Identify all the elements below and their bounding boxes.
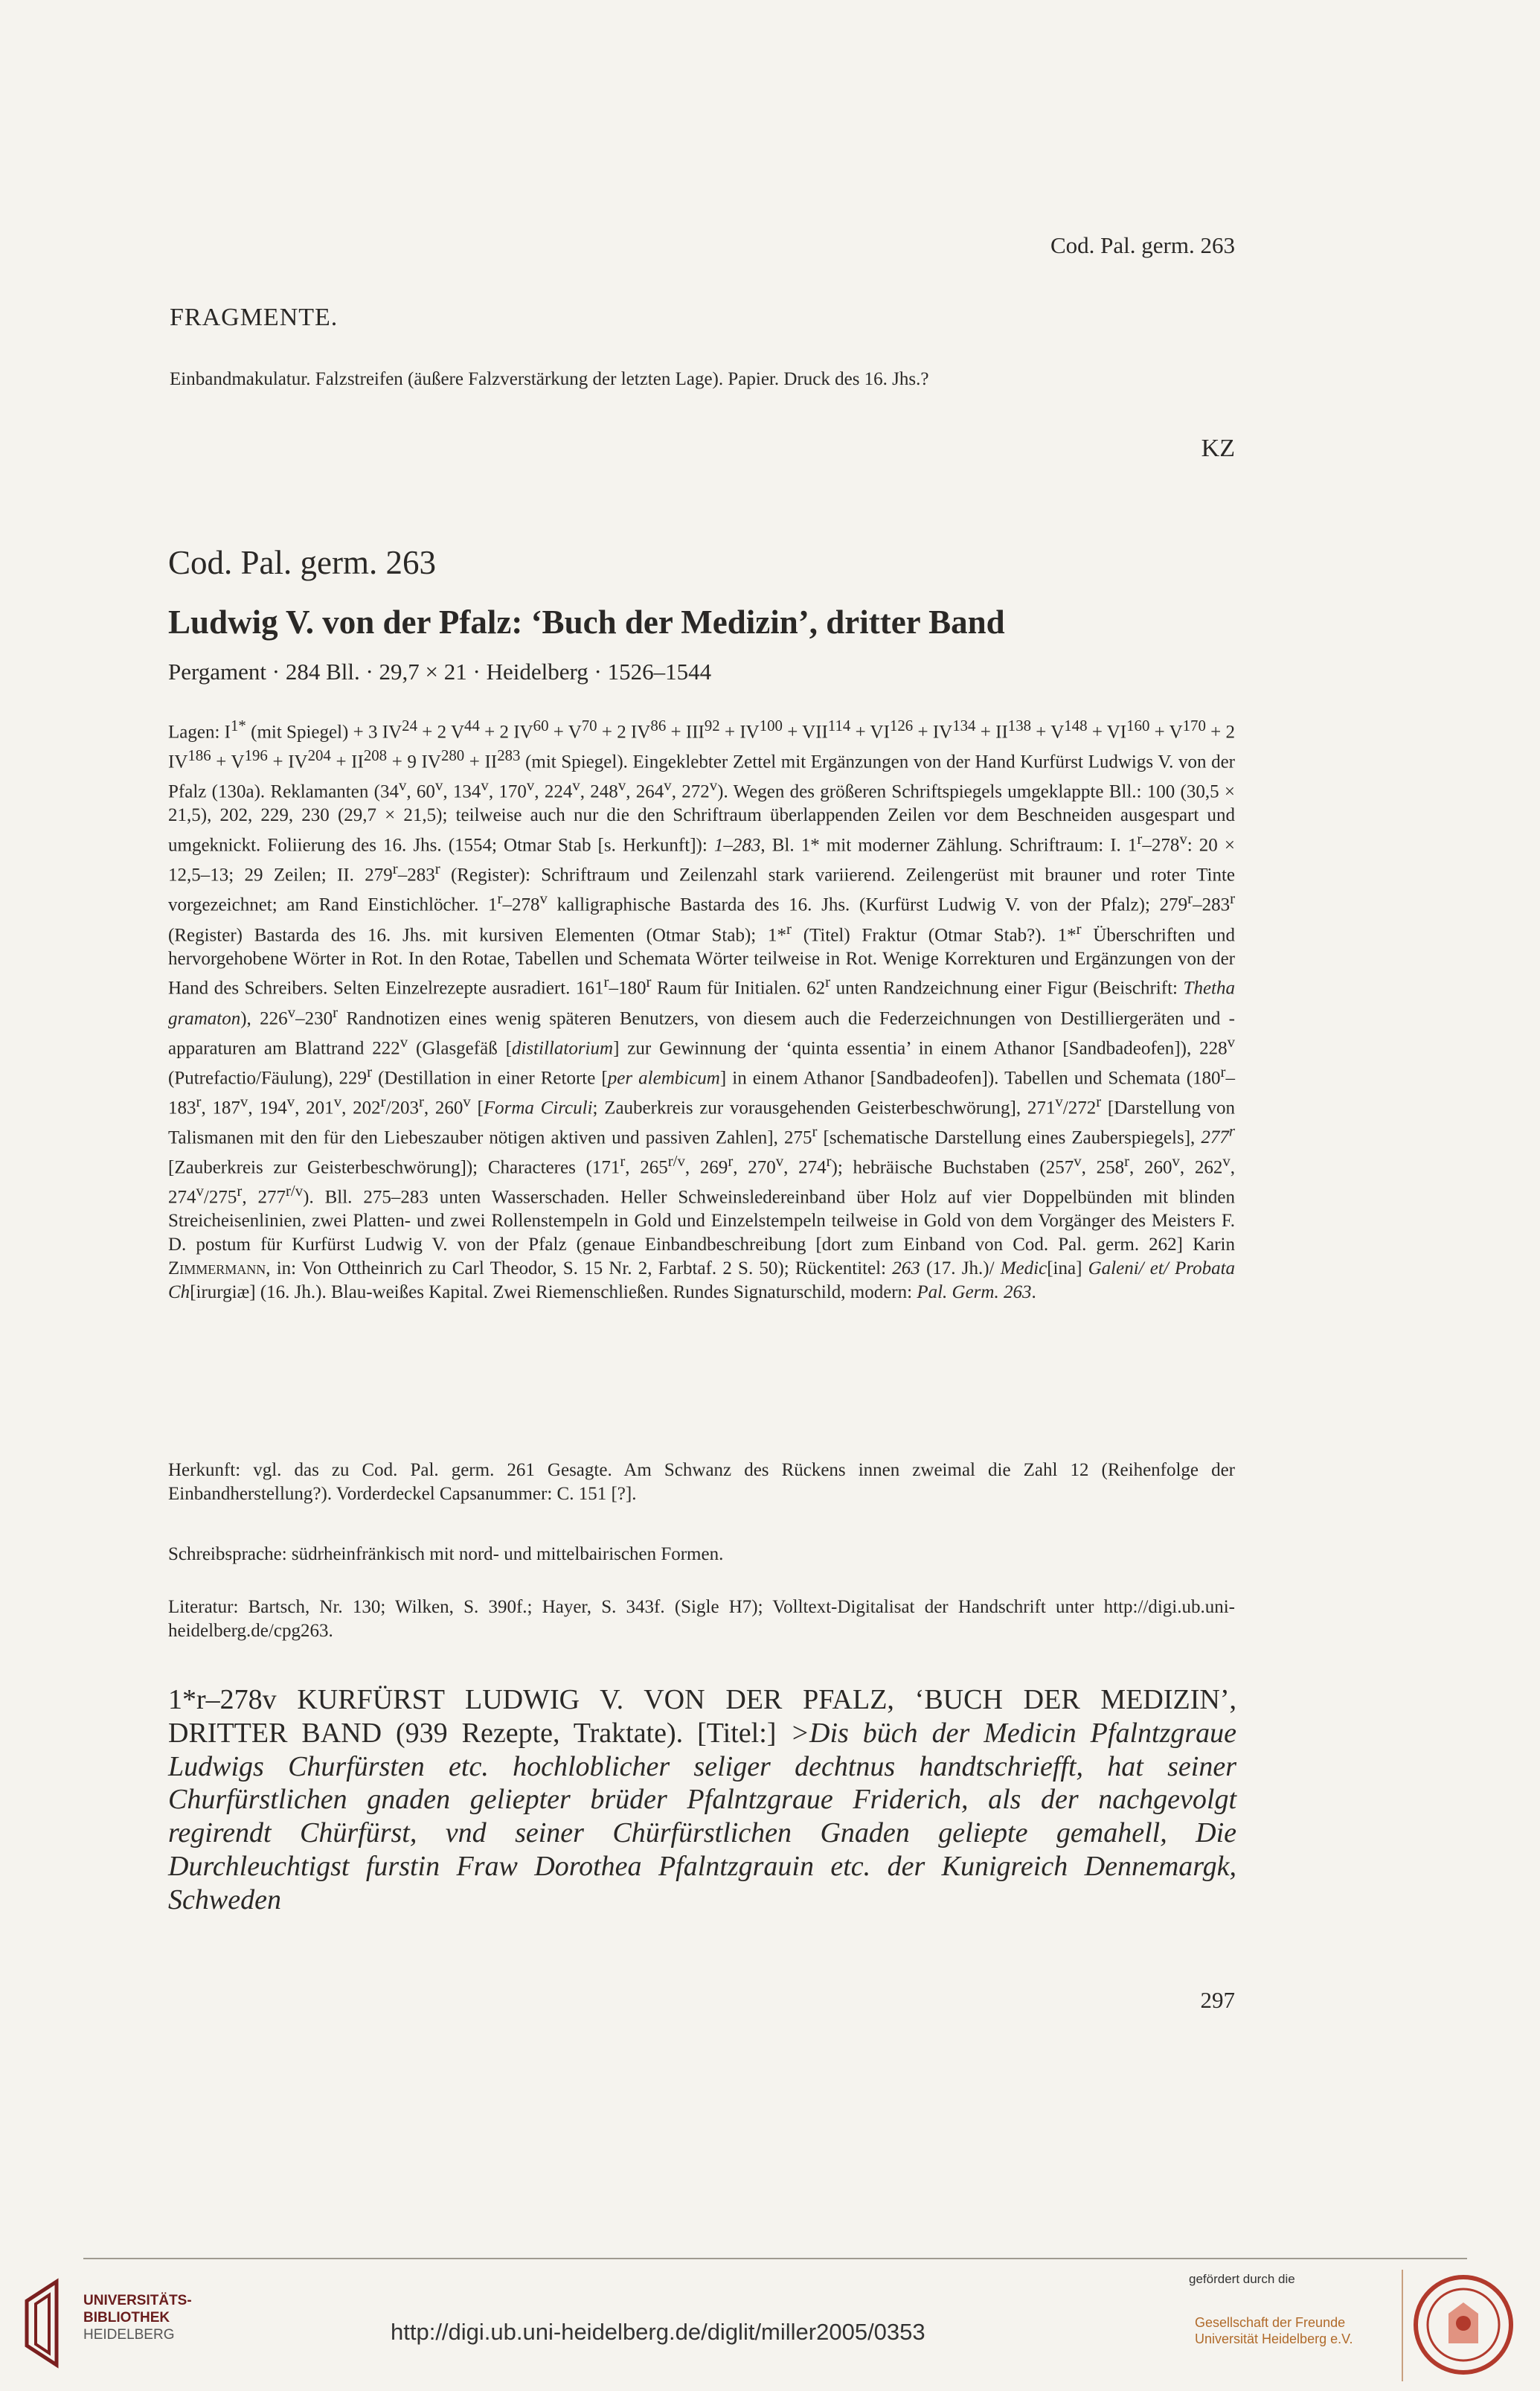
entry-title: Ludwig V. von der Pfalz: ‘Buch der Medizin’, dritter Band (168, 604, 1005, 641)
author-initials: KZ (1201, 435, 1235, 462)
codicology-description: Lagen: $I^{1*}$ (mit Spiegel) + 3 $IV^{24} + 2$ $V^{44} + 2$ $IV^{60} + V^{70} + 2$ $IV^{86} + III^{92} + IV^{100} + VII^{114} + VI^{126} + IV^{134} + II^{138} + V^{148} + VI^{160} + V^{170} + 2$ $IV^{186} + V^{196} + IV^{204} + II^{208} + 9$ $IV^{280} + II^{283}$ (mit Spiegel). Eingeklebter Zettel mit Ergänzungen von der Hand Kurfürst Ludwigs V. von der Pfalz (130a). Reklamanten (34$^v$, 60$^v$, 134$^v$, 170$^v$, 224$^v$, 248$^v$, 264$^v$, 272$^v$). Wegen des größeren Schriftspiegels umgeklappte Bll.: 100 (30,5 × 21,5), 202, 229, 230 (29,7 × 21,5); teilweise auch nur die den Schriftraum überlappenden Zeilen vor dem Beschneiden ausgespart und umgeknickt. Foliierung des 16. Jhs. (1554; Otmar Stab [s. Herkunft]): 1–283, Bl. 1* mit moderner Zählung. Schriftraum: I. 1$^r$–278$^v$: 20 × 12,5–13; 29 Zeilen; II. 279$^r$–283$^r$ (Register): Schriftraum und Zeilenzahl stark variierend. Zeilengerüst mit brauner und roter Tinte vorgezeichnet; am Rand Einstichlöcher. 1$^r$–278$^v$ kalligraphische Bastarda des 16. Jhs. (Kurfürst Ludwig V. von der Pfalz); 279$^r$–283$^r$ (Register) Bastarda des 16. Jhs. mit kursiven Elementen (Otmar Stab); 1*$^r$ (Titel) Fraktur (Otmar Stab?). 1*$^r$ Überschriften und hervorgehobene Wörter in Rot. In den Rotae, Tabellen und Schemata Wörter teilweise in Rot. Wenige Korrekturen und Ergänzungen von der Hand des Schreibers. Selten Einzelrezepte ausradiert. 161$^r$–180$^r$ Raum für Initialen. 62$^r$ unten Randzeichnung einer Figur (Beischrift: Thetha gramaton), 226$^v$–230$^r$ Randnotizen eines wenig späteren Benutzers, von diesem auch die Federzeichnungen von Destilliergeräten und -apparaturen am Blattrand 222$^v$ (Glasgefäß [distillatorium] zur Gewinnung der ‘quinta essentia’ in einem Athanor [Sandbadeofen]), 228$^v$ (Putrefactio/Fäulung), 229$^r$ (Destillation in einer Retorte [per alembicum] in einem Athanor [Sandbadeofen]). Tabellen und Schemata (180$^r$–183$^r$, 187$^v$, 194$^v$, 201$^v$, 202$^r$/203$^r$, 260$^v$ [Forma Circuli; Zauberkreis zur vorausgehenden Geisterbeschwörung], 271$^v$/272$^r$ [Darstellung von Talismanen mit den für den Liebeszauber nötigen aktiven und passiven Zahlen], 275$^r$ [schematische Darstellung eines Zauberspiegels], 277$^r$ [Zauberkreis zur Geisterbeschwörung]); Characteres (171$^r$, $265^{r/v}$, 269$^r$, 270$^v$, 274$^r$); hebräische Buchstaben (257$^v$, 258$^r$, 260$^v$, 262$^v$, 274$^v$/275$^r$, $277^{r/v}$). Bll. 275–283 unten Wasserschaden. Heller Schweinsledereinband über Holz auf vier Doppelbünden mit blinden Streicheisenlinien, zwei Platten- und zwei Rollenstempeln in Gold und Einzelstempeln teilweise in Gold von dem Vorgänger des Meisters F. D. postum für Kurfürst Ludwig V. von der Pfalz (genaue Einbandbeschreibung [dort zum Einband von Cod. Pal. germ. 262] Karin Zimmermann, in: Von Ottheinrich zu Carl Theodor, S. 15 Nr. 2, Farbtaf. 2 S. 50); Rückentitel: 263 (17. Jh.)/ Medic[ina] Galeni/ et/ Probata Ch[irurgiæ] (16. Jh.). Blau-weißes Kapital. Zwei Riemenschließen. Rundes Signaturschild, modern: Pal. Germ. 263. (168, 717, 1236, 1302)
funding-note: gefördert durch die (1189, 2272, 1295, 2286)
running-head: Cod. Pal. germ. 263 (1050, 232, 1235, 258)
society-name (1195, 2314, 1353, 2347)
ub-line-3: HEIDELBERG (83, 2327, 175, 2343)
schreibsprache: Schreibsprache: südrheinfränkisch mit nord- und mittelbairischen Formen. (168, 1544, 724, 1564)
footer-rule (83, 2258, 1467, 2259)
lagen-intro: Lagen: I (168, 722, 231, 743)
university-seal-icon (1411, 2273, 1515, 2377)
ub-name (83, 2292, 192, 2343)
fragmente-heading: FRAGMENTE. (170, 304, 339, 331)
item-lead: 1*r–278v KURFÜRST LUDWIG V. VON DER PFALZ, ‘BUCH DER MEDIZIN’, DRITTER BAND (939 Rezepte, Traktate). [Titel:] (168, 1684, 1236, 1749)
footer-divider (1402, 2270, 1403, 2381)
item-entry (168, 1683, 1236, 1917)
entry-signature: Cod. Pal. germ. 263 (168, 544, 436, 581)
entry-meta: Pergament · 284 Bll. · 29,7 × 21 · Heidelberg · 1526–1544 (168, 659, 712, 685)
ub-line-2: BIBLIOTHEK (83, 2310, 170, 2326)
fragmente-text: Einbandmakulatur. Falzstreifen (äußere Falzverstärkung der letzten Lage). Papier. Druck des 16. Jhs.? (170, 369, 929, 389)
ub-line-1: UNIVERSITÄTS- (83, 2293, 192, 2308)
herkunft: Herkunft: vgl. das zu Cod. Pal. germ. 261 Gesagte. Am Schwanz des Rückens innen zweimal die Zahl 12 (Reihenfolge der Einbandherstellung?). Vorderdeckel Capsanummer: C. 151 [?]. (168, 1460, 1235, 1504)
page-number: 297 (1200, 1987, 1235, 2013)
society-line-1: Gesellschaft der Freunde (1195, 2315, 1346, 2330)
literatur: Literatur: Bartsch, Nr. 130; Wilken, S. 390f.; Hayer, S. 343f. (Sigle H7); Volltext-Digitalisat der Handschrift unter http://digi.ub.uni-heidelberg.de/cpg263. (168, 1597, 1235, 1641)
item-title-quote: >Dis büch der Medicin Pfalntzgraue Ludwigs Churfürsten etc. hochloblicher seliger dechtnus handtschriefft, hat seiner Churfürstlichen gnaden geliepter brüder Pfalntzgraue Friderich, als der nachgevolgt regirendt Chürfürst, vnd seiner Chürfürstlichen Gnaden geliepte gemahell, Die Durchleuchtigst furstin Fraw Dorothea Pfalntzgrauin etc. der Kunigreich Dennemargk, Schweden (168, 1717, 1237, 1915)
ub-logo-icon (19, 2271, 71, 2375)
digital-url-link[interactable]: http://digi.ub.uni-heidelberg.de/diglit/miller2005/0353 (391, 2319, 925, 2345)
society-line-2: Universität Heidelberg e.V. (1195, 2331, 1353, 2346)
